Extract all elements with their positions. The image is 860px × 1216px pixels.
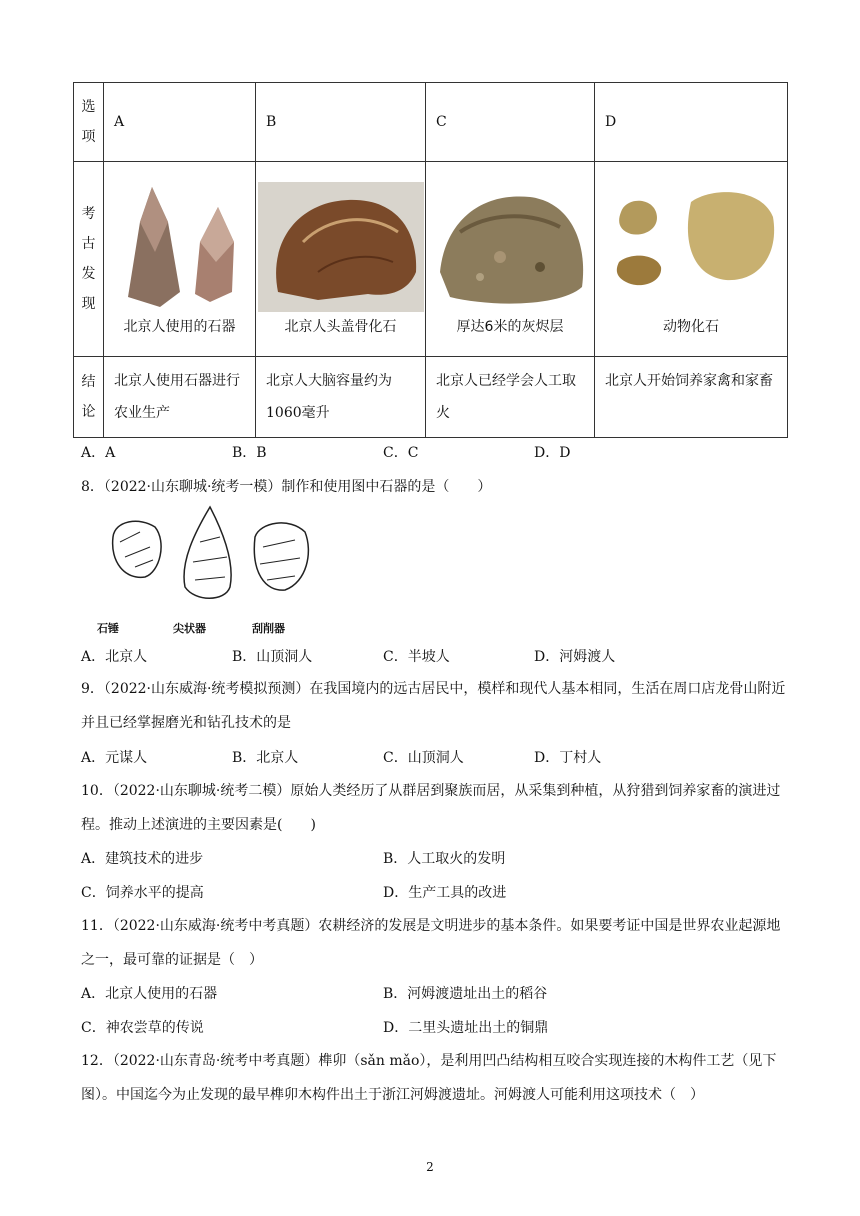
q10-choice-b: B．人工取火的发明	[383, 851, 506, 867]
options-table	[73, 82, 788, 438]
q8-tools-figure	[95, 502, 315, 637]
caption-a: 北京人使用的石器	[123, 319, 236, 335]
conclusion-b: 北京人大脑容量约为1060毫升	[256, 357, 426, 438]
q8-choice-b: B．山顶洞人	[232, 649, 313, 665]
conclusion-d: 北京人开始饲养家禽和家畜	[595, 357, 788, 438]
ash-layer-image	[426, 162, 595, 357]
q10-choice-d: D．生产工具的改进	[383, 885, 507, 901]
q11-choice-d: D．二里头遗址出土的铜鼎	[383, 1020, 549, 1036]
row-label-findings: 考 古 发 现	[74, 162, 104, 357]
q7-choice-c: C．C	[383, 445, 419, 461]
caption-b: 北京人头盖骨化石	[284, 319, 397, 335]
col-b: B	[256, 83, 426, 162]
q9-choice-a: A．元谋人	[81, 750, 148, 766]
q9-stem: 9．（2022·山东威海·统考模拟预测）在我国境内的远古居民中，模样和现代人基本相同，生活在周口店龙骨山附近并且已经掌握磨光和钻孔技术的是	[81, 681, 786, 731]
conclusion-c: 北京人已经学会人工取火	[426, 357, 595, 438]
q8-stem: 8．（2022·山东聊城·统考一模）制作和使用图中石器的是（ ）	[81, 479, 492, 495]
q9-choice-b: B．北京人	[232, 750, 299, 766]
skull-image	[256, 162, 426, 357]
col-a: A	[104, 83, 256, 162]
q11-choice-a: A．北京人使用的石器	[81, 986, 218, 1002]
col-c: C	[426, 83, 595, 162]
q12-stem: 12．（2022·山东青岛·统考中考真题）榫卯（sǎn mǎo），是利用凹凸结构相互咬合实现连接的木构件工艺（见下图）。中国迄今为止发现的最早榫卯木构件出土于浙江河姆渡遗址。河姆渡人可能利用这项技术（ ）	[81, 1053, 777, 1103]
col-d: D	[595, 83, 788, 162]
stone-tools-image	[104, 162, 256, 357]
conclusion-a: 北京人使用石器进行农业生产	[104, 357, 256, 438]
q8-choice-c: C．半坡人	[383, 649, 450, 665]
q7-choice-a: A．A	[81, 445, 116, 461]
q10-choice-c: C．饲养水平的提高	[81, 885, 204, 901]
q11-choice-b: B．河姆渡遗址出土的稻谷	[383, 986, 548, 1002]
ash-layer-icon	[430, 182, 590, 312]
q10-stem: 10．（2022·山东聊城·统考二模）原始人类经历了从群居到聚族而居，从采集到种植，从狩猎到饲养家畜的演进过程。推动上述演进的主要因素是( )	[81, 783, 781, 833]
tool-label-point: 尖状器	[173, 622, 206, 635]
caption-d: 动物化石	[663, 319, 719, 335]
caption-c: 厚达6米的灰烬层	[456, 319, 564, 335]
q8-choice-d: D．河姆渡人	[534, 649, 616, 665]
animal-fossil-icon	[601, 182, 781, 312]
q11-choice-c: C．神农尝草的传说	[81, 1020, 204, 1036]
q7-choice-b: B．B	[232, 445, 267, 461]
q9-choice-c: C．山顶洞人	[383, 750, 464, 766]
q7-choice-d: D．D	[534, 445, 571, 461]
animal-fossil-image	[595, 162, 788, 357]
q10-choice-a: A．建筑技术的进步	[81, 851, 204, 867]
q9-choice-d: D．丁村人	[534, 750, 602, 766]
stone-tools-sketch-icon	[95, 502, 315, 617]
skull-fossil-icon	[258, 182, 424, 312]
q8-choice-a: A．北京人	[81, 649, 148, 665]
tool-label-scraper: 刮削器	[252, 622, 285, 635]
page-number: 2	[426, 1160, 434, 1174]
row-label-options: 选 项	[74, 83, 104, 162]
row-label-conclusion: 结 论	[74, 357, 104, 438]
stone-tools-icon	[110, 182, 250, 312]
tool-label-hammer: 石锤	[97, 622, 119, 635]
q11-stem: 11．（2022·山东威海·统考中考真题）农耕经济的发展是文明进步的基本条件。如果要考证中国是世界农业起源地之一，最可靠的证据是（ ）	[81, 918, 781, 968]
